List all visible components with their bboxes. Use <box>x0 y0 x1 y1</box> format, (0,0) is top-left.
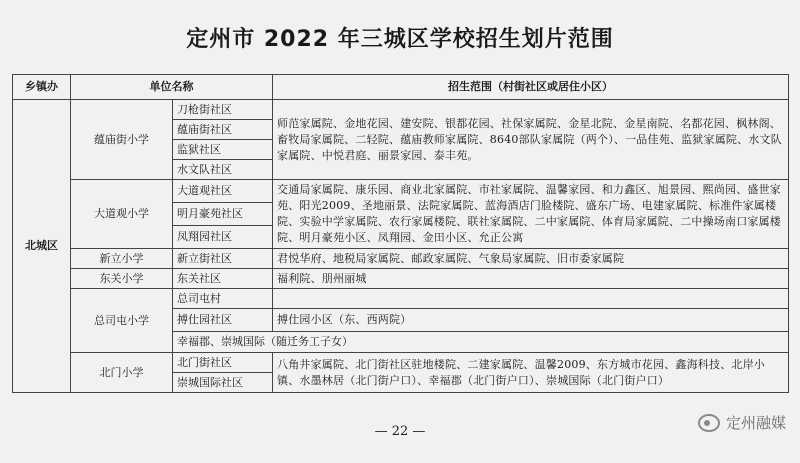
range-cell: 搏仕园小区（东、西两院） <box>273 309 789 332</box>
community-cell: 水文队社区 <box>173 160 273 180</box>
range-cell <box>273 289 789 309</box>
school-name: 大道观小学 <box>71 180 173 249</box>
community-cell: 崇城国际社区 <box>173 373 273 393</box>
page-title: 定州市 2022 年三城区学校招生划片范围 <box>186 27 614 52</box>
range-cell: 交通局家属院、康乐园、商业北家属院、市社家属院、温馨家园、和力鑫区、旭景园、熙尚园、盛世家苑、阳光2009、圣地丽景、法院家属院、蓝海酒店门脸楼院、盛东广场、电建家属院、标准件家属楼院、实验中学家属院、农行家属楼院、联社家属院、二中家属院、体育局家属院、二中操场南口家属楼院、明月豪苑小区、凤翔园、金田小区、允正公寓 <box>273 180 789 249</box>
community-cell: 刀枪街社区 <box>173 100 273 120</box>
community-cell: 新立街社区 <box>173 249 273 269</box>
merged-range-cell: 幸福郡、崇城国际（随迁务工子女） <box>173 332 789 353</box>
wechat-icon <box>698 414 720 432</box>
school-name: 蕴庙街小学 <box>71 100 173 180</box>
table-row <box>13 100 789 120</box>
header-range: 招生范围（村街社区或居住小区） <box>273 75 789 100</box>
table-row <box>13 180 789 203</box>
table-header-row <box>13 75 789 100</box>
district-cell: 北城区 <box>13 100 71 393</box>
table-row <box>13 269 789 289</box>
header-town: 乡镇办 <box>13 75 71 100</box>
school-name: 总司屯小学 <box>71 289 173 353</box>
header-unit: 单位名称 <box>71 75 273 100</box>
school-name: 北门小学 <box>71 353 173 393</box>
community-cell: 东关社区 <box>173 269 273 289</box>
community-cell: 总司屯村 <box>173 289 273 309</box>
watermark <box>698 412 786 433</box>
school-name: 新立小学 <box>71 249 173 269</box>
range-cell: 八角井家属院、北门街社区驻地楼院、二建家属院、温馨2009、东方城市花园、鑫海科技、北岸小镇、水墨林居（北门街户口）、幸福郡（北门街户口）、崇城国际（北门街户口） <box>273 353 789 393</box>
table-row <box>13 353 789 373</box>
community-cell: 明月豪苑社区 <box>173 203 273 226</box>
enrollment-table <box>12 74 789 393</box>
range-cell: 福利院、朋州丽城 <box>273 269 789 289</box>
watermark-text: 定州融媒 <box>725 414 786 432</box>
community-cell: 搏仕园社区 <box>173 309 273 332</box>
community-cell: 监狱社区 <box>173 140 273 160</box>
table-row <box>13 289 789 309</box>
table-row <box>13 249 789 269</box>
community-cell: 蕴庙街社区 <box>173 120 273 140</box>
range-cell: 师范家属院、金地花园、建安院、银都花园、社保家属院、金星北院、金星南院、名都花园、枫林阁、畜牧局家属院、二轻院、蕴庙教师家属院、8640部队家属院（两个）、一品佳苑、监狱家属院、水文队家属院、中悦君庭、丽景家园、泰丰苑。 <box>273 100 789 180</box>
school-name: 东关小学 <box>71 269 173 289</box>
page-number: — 22 — <box>374 424 426 439</box>
community-cell: 北门街社区 <box>173 353 273 373</box>
community-cell: 凤翔园社区 <box>173 226 273 249</box>
range-cell: 君悦华府、地税局家属院、邮政家属院、气象局家属院、旧市委家属院 <box>273 249 789 269</box>
community-cell: 大道观社区 <box>173 180 273 203</box>
